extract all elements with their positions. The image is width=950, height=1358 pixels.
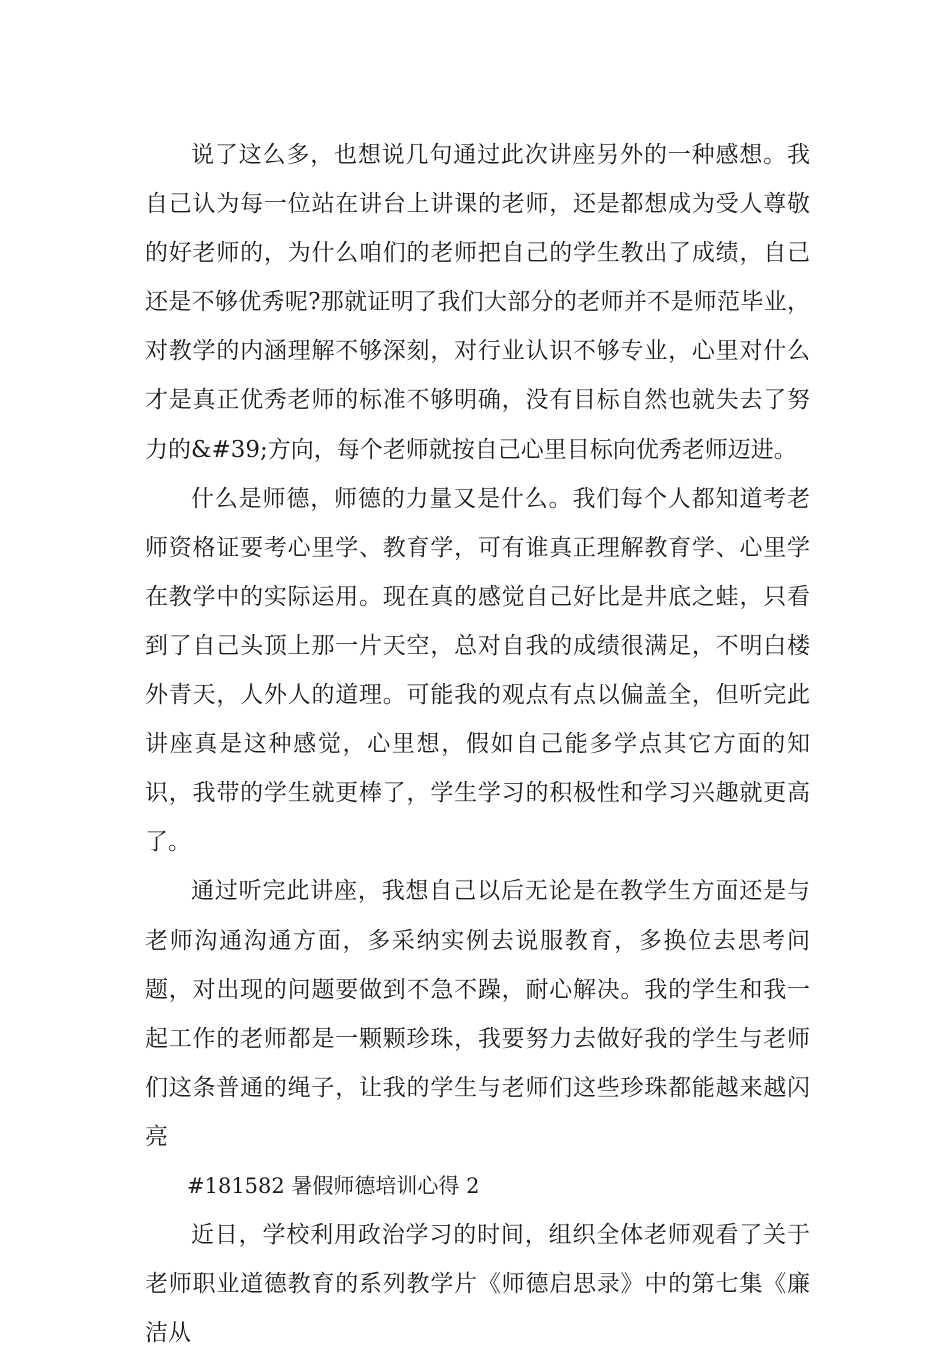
paragraph-3: 通过听完此讲座，我想自己以后无论是在教学生方面还是与老师沟通沟通方面，多采纳实例去说服教育，多换位去思考问题，对出现的问题要做到不急不躁，耐心解决。我的学生和我一起工作的老师都是一颗颗珍珠，我要努力去做好我的学生与老师们这条普通的绳子，让我的学生与老师们这些珍珠都能越来越闪亮: [145, 878, 810, 1150]
paragraph-1: 说了这么多，也想说几句通过此次讲座另外的一种感想。我自己认为每一位站在讲台上讲课的老师，还是都想成为受人尊敬的好老师的，为什么咱们的老师把自己的学生教出了成绩，自己还是不够优秀呢?那就证明了我们大部分的老师并不是师范毕业，对教学的内涵理解不够深刻，对行业认识不够专业，心里对什么才是真正优秀老师的标准不够明确，没有目标自然也就失去了努力的&#39;方向，每个老师就按自己心里目标向优秀老师迈进。: [145, 142, 810, 463]
paragraph-4: 近日，学校利用政治学习的时间，组织全体老师观看了关于老师职业道德教育的系列教学片《师德启思录》中的第七集《廉洁从: [145, 1222, 810, 1347]
section-heading: #181582 暑假师德培训心得 2: [187, 1173, 480, 1198]
paragraph-2: 什么是师德，师德的力量又是什么。我们每个人都知道考老师资格证要考心里学、教育学，可有谁真正理解教育学、心里学在教学中的实际运用。现在真的感觉自己好比是井底之蛙，只看到了自己头顶上那一片天空，总对自我的成绩很满足，不明白楼外青天，人外人的道理。可能我的观点有点以偏盖全，但听完此讲座真是这种感觉，心里想，假如自己能多学点其它方面的知识，我带的学生就更棒了，学生学习的积极性和学习兴趣就更高了。: [145, 485, 810, 856]
document-body: [145, 131, 810, 1358]
